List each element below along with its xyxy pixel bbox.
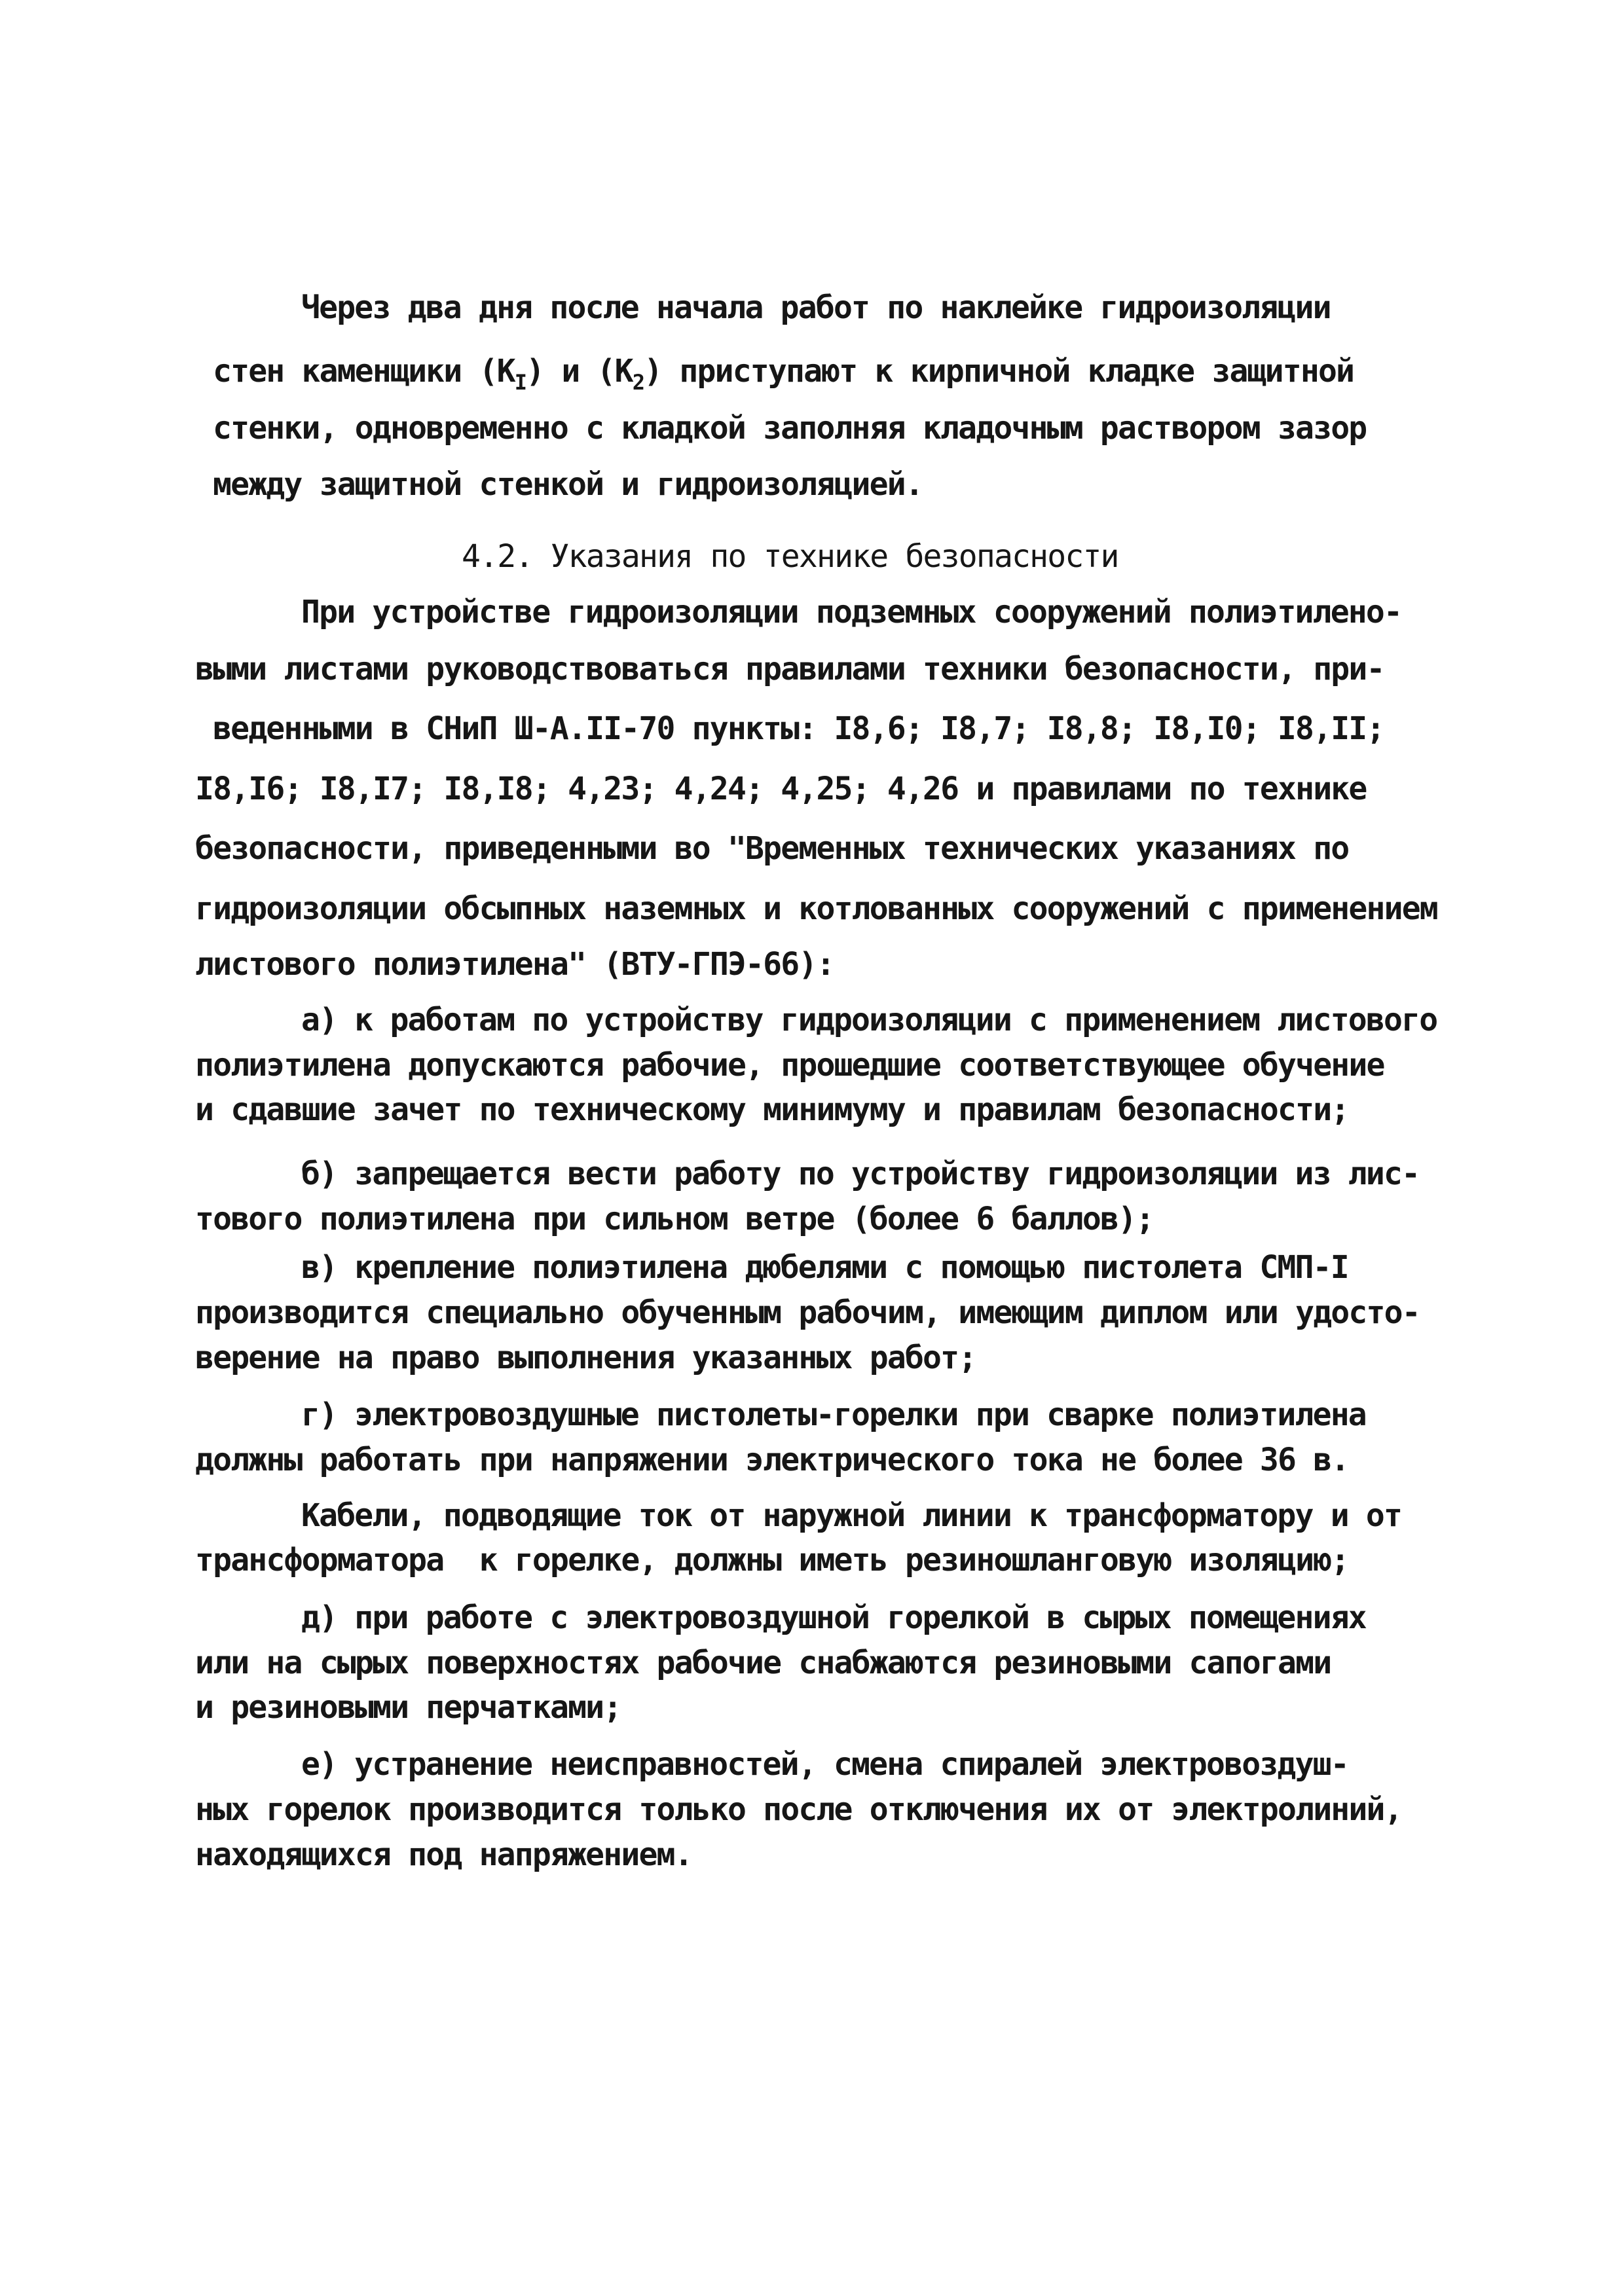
subscript-2: 2 bbox=[632, 370, 644, 395]
subscript-1: I bbox=[514, 370, 526, 395]
paragraph-1-line-1: Через два дня после начала работ по наклейке гидроизоляции bbox=[301, 289, 1331, 326]
paragraph-1-line-3: стенки, одновременно с кладкой заполняя кладочным раствором зазор bbox=[213, 410, 1367, 446]
paragraph-2-line-7: листового полиэтилена" (ВТУ-ГПЭ-66): bbox=[195, 946, 834, 983]
paragraph-2-line-4: I8,I6; I8,I7; I8,I8; 4,23; 4,24; 4,25; 4,26 и правилами по технике bbox=[195, 771, 1367, 807]
item-g-line-1: г) электровоздушные пистолеты-горелки при сварке полиэтилена bbox=[301, 1396, 1366, 1433]
item-e-line-3: находящихся под напряжением. bbox=[195, 1836, 692, 1873]
paragraph-1-line-2-part-c: ) приступают к кирпичной кладке защитной bbox=[644, 353, 1354, 390]
item-b-line-1: б) запрещается вести работу по устройству гидроизоляции из лис- bbox=[301, 1156, 1420, 1192]
item-a-line-2: полиэтилена допускаются рабочие, прошедшие соответствующее обучение bbox=[195, 1047, 1384, 1084]
paragraph-2-line-2: выми листами руководствоваться правилами техники безопасности, при- bbox=[195, 651, 1384, 687]
paragraph-1-line-2 bbox=[213, 352, 1354, 395]
item-b-line-2: тового полиэтилена при сильном ветре (более 6 баллов); bbox=[195, 1201, 1154, 1237]
item-e-line-1: е) устранение неисправностей, смена спиралей электровоздуш- bbox=[301, 1746, 1348, 1783]
paragraph-2-line-5: безопасности, приведенными во "Временных технических указаниях по bbox=[195, 830, 1349, 867]
item-a-line-1: а) к работам по устройству гидроизоляции с применением листового bbox=[301, 1002, 1437, 1038]
item-a-line-3: и сдавшие зачет по техническому минимуму и правилам безопасности; bbox=[195, 1091, 1349, 1128]
paragraph-1-line-2-part-b: ) и (К bbox=[526, 353, 633, 390]
cables-paragraph-line-1: Кабели, подводящие ток от наружной линии к трансформатору и от bbox=[301, 1497, 1402, 1534]
section-heading: 4.2. Указания по технике безопасности bbox=[462, 538, 1118, 575]
cables-paragraph-line-2: трансформатора к горелке, должны иметь резиношланговую изоляцию; bbox=[195, 1542, 1349, 1578]
paragraph-2-line-6: гидроизоляции обсыпных наземных и котлованных сооружений с применением bbox=[195, 890, 1437, 927]
paragraph-1-line-2-part-a: стен каменщики (К bbox=[213, 353, 515, 390]
paragraph-1-line-4: между защитной стенкой и гидроизоляцией. bbox=[213, 466, 923, 503]
item-d-line-2: или на сырых поверхностях рабочие снабжаются резиновыми сапогами bbox=[195, 1645, 1331, 1681]
item-v-line-1: в) крепление полиэтилена дюбелями с помощью пистолета СМП-I bbox=[301, 1249, 1348, 1286]
item-d-line-3: и резиновыми перчатками; bbox=[195, 1689, 621, 1726]
item-v-line-3: верение на право выполнения указанных работ; bbox=[195, 1339, 976, 1376]
item-d-line-1: д) при работе с электровоздушной горелкой в сырых помещениях bbox=[301, 1599, 1366, 1636]
paragraph-2-line-1: При устройстве гидроизоляции подземных сооружений полиэтилено- bbox=[301, 594, 1402, 630]
item-g-line-2: должны работать при напряжении электрического тока не более 36 в. bbox=[195, 1442, 1349, 1478]
item-v-line-2: производится специально обученным рабочим, имеющим диплом или удосто- bbox=[195, 1294, 1420, 1331]
item-e-line-2: ных горелок производится только после отключения их от электролиний, bbox=[195, 1791, 1402, 1828]
paragraph-2-line-3: веденными в СНиП Ш-А.II-70 пункты: I8,6; I8,7; I8,8; I8,I0; I8,II; bbox=[213, 710, 1384, 747]
